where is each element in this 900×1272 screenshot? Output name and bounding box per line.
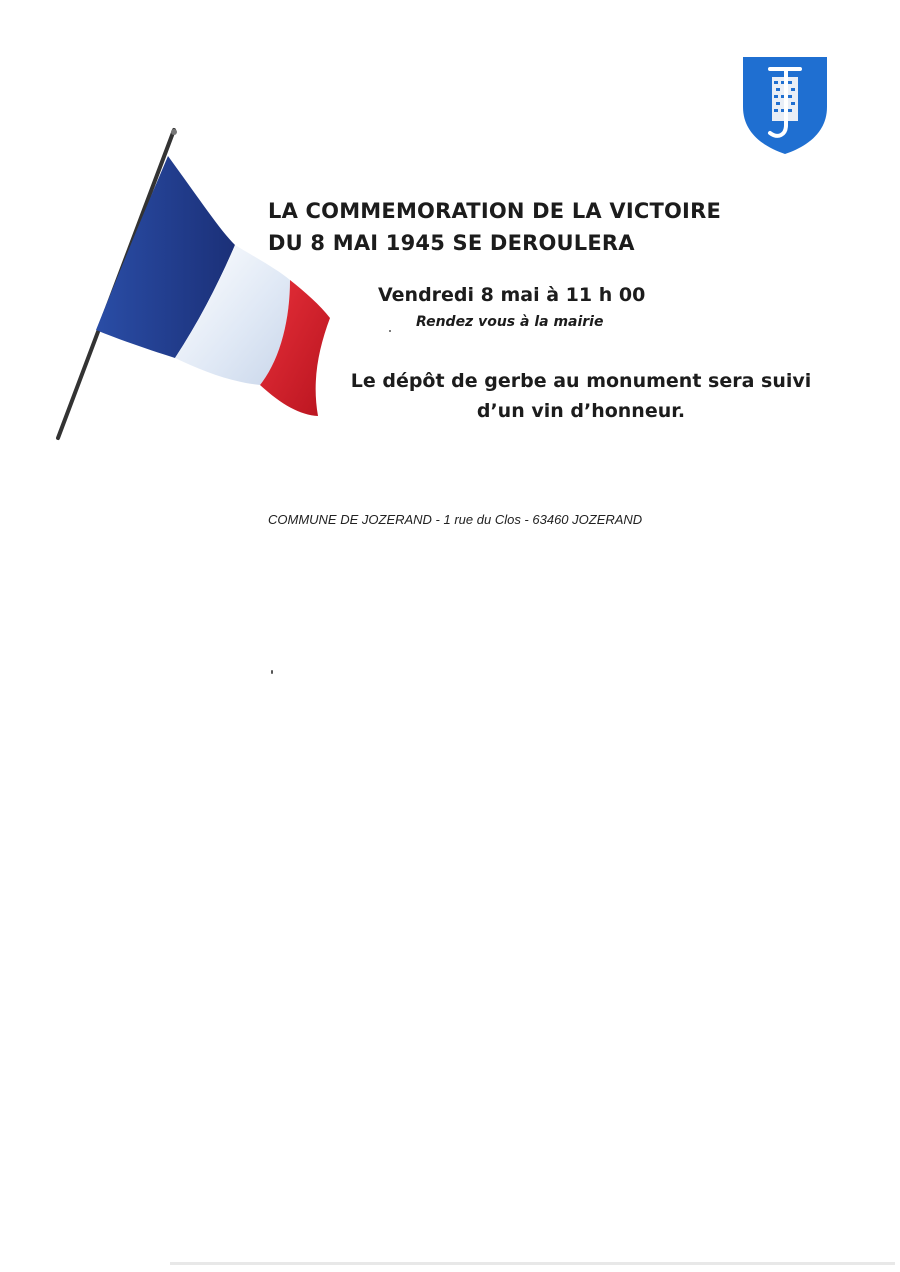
ceremony-line-2: d’un vin d’honneur. [476, 400, 686, 422]
title-line-2: DU 8 MAI 1945 SE DEROULERA [268, 231, 635, 255]
event-title [268, 195, 828, 259]
event-date-time: Vendredi 8 mai à 11 h 00 [378, 284, 646, 306]
ceremony-line-1: Le dépôt de gerbe au monument sera suivi [350, 370, 812, 392]
ceremony-description [326, 366, 836, 426]
scan-edge-line [170, 1262, 895, 1265]
commune-address: COMMUNE DE JOZERAND - 1 rue du Clos - 63460 JOZERAND [268, 512, 643, 527]
commune-crest-icon [740, 55, 830, 155]
title-line-1: LA COMMEMORATION DE LA VICTOIRE [268, 199, 721, 223]
meeting-point: Rendez vous à la mairie [416, 314, 604, 330]
french-flag-image [50, 120, 350, 450]
scan-speck [271, 670, 273, 674]
scan-speck [389, 330, 391, 332]
